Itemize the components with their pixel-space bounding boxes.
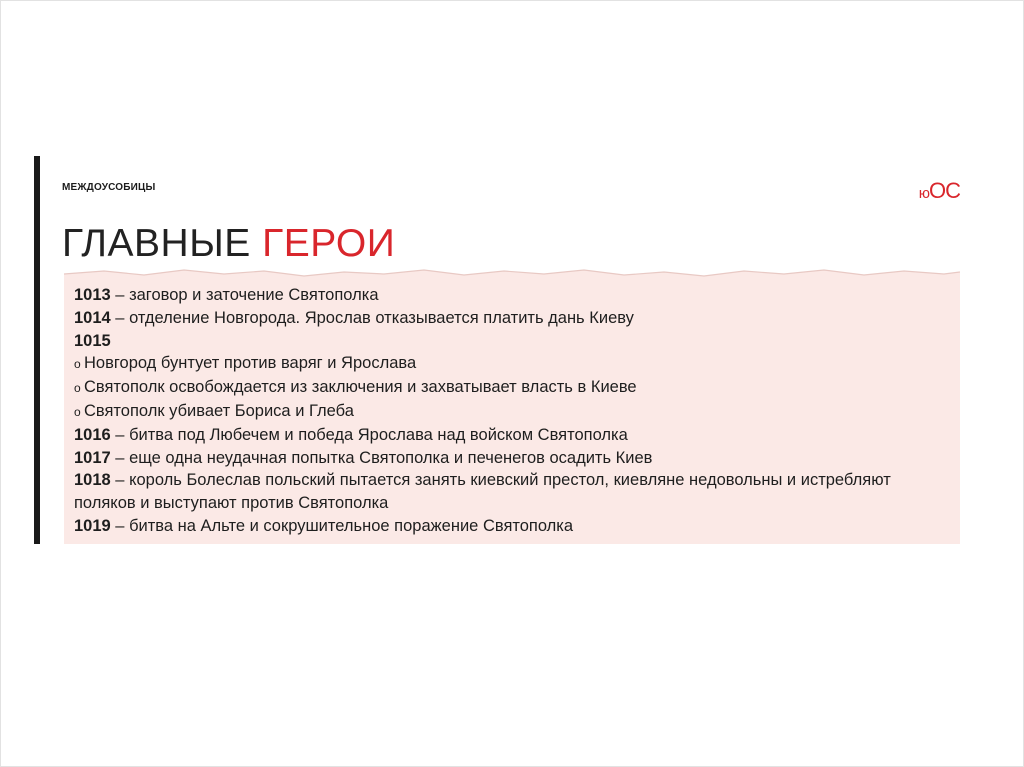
timeline-year: 1017 [74, 448, 111, 467]
timeline-text: – еще одна неудачная попытка Святополка и печенегов осадить Киев [110, 448, 653, 467]
timeline-subitem [74, 352, 954, 376]
title-part-dark: ГЛАВНЫЕ [62, 222, 263, 265]
left-accent-bar [34, 156, 40, 544]
timeline-item [74, 307, 954, 330]
section-label: МЕЖДОУСОБИЦЫ [62, 182, 156, 193]
timeline-text: – битва под Любечем и победа Ярослава над войском Святополка [110, 425, 628, 444]
torn-paper-panel [64, 268, 960, 544]
timeline-text: Новгород бунтует против варяг и Ярослава [84, 354, 417, 373]
timeline-year: 1014 [74, 308, 111, 327]
bullet-marker: o [74, 357, 81, 372]
timeline-year: 1013 [74, 286, 111, 304]
timeline-subitem [74, 376, 954, 400]
timeline-text: – битва на Альте и сокрушительное поражение Святополка [110, 516, 574, 535]
timeline-year: 1019 [74, 516, 111, 535]
logo [919, 178, 960, 204]
timeline-list [74, 284, 954, 538]
timeline-text: – отделение Новгорода. Ярослав отказывается платить дань Киеву [110, 308, 634, 327]
timeline-item [74, 330, 954, 353]
timeline-year: 1015 [74, 331, 111, 350]
timeline-year: 1016 [74, 425, 111, 444]
timeline-year: 1018 [74, 471, 111, 490]
slide [34, 156, 960, 544]
title-part-accent: ГЕРОИ [262, 222, 396, 265]
timeline-item [74, 284, 954, 307]
timeline-item [74, 424, 954, 447]
timeline-text: Святополк освобождается из заключения и захватывает власть в Киеве [84, 378, 637, 397]
timeline-item [74, 515, 954, 538]
bullet-marker: o [74, 404, 81, 419]
page-title [62, 224, 395, 263]
timeline-text: – заговор и заточение Святополка [110, 286, 379, 304]
logo-small-text: ю [918, 185, 929, 202]
bullet-marker: o [74, 381, 81, 396]
timeline-text: Святополк убивает Бориса и Глеба [84, 401, 354, 420]
logo-large-text: ОС [929, 178, 960, 203]
timeline-subitem [74, 400, 954, 424]
timeline-item [74, 447, 954, 470]
timeline-text: – король Болеслав польский пытается занять киевский престол, киевляне недовольны и истребляют поляков и выступают против Святополка [74, 471, 891, 513]
timeline-item [74, 469, 954, 515]
